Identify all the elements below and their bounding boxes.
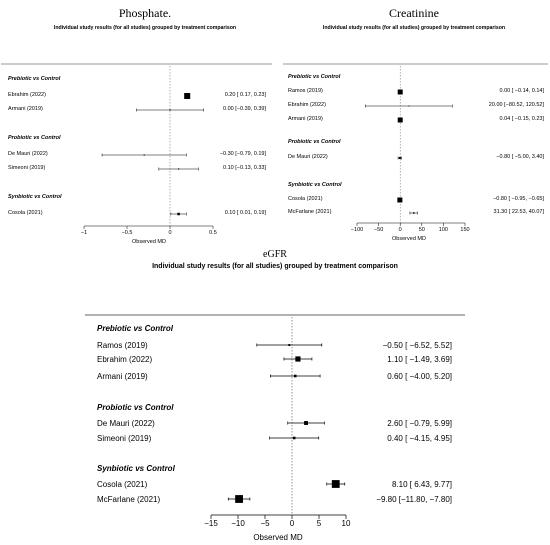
egfr-point-estimate <box>288 344 290 346</box>
creatinine-panel <box>283 6 548 242</box>
egfr-point-estimate <box>293 437 296 440</box>
egfr-subtitle: Individual study results (for all studies) grouped by treatment comparison <box>152 263 398 270</box>
egfr-x-tick-label: 10 <box>341 519 351 528</box>
egfr-point-estimate <box>332 480 340 488</box>
phosphate-point-estimate <box>184 93 190 99</box>
creatinine-ci-text: 0.04 [ −0.15, 0.23] <box>499 116 544 122</box>
egfr-study-label: De Mauri (2022) <box>97 419 155 428</box>
egfr-point-estimate <box>304 421 308 425</box>
phosphate-title: Phosphate. <box>118 6 172 20</box>
phosphate-point-estimate <box>177 213 180 216</box>
creatinine-x-tick-label: −100 <box>350 227 364 233</box>
egfr-study-label: Ebrahim (2022) <box>97 355 153 364</box>
creatinine-x-tick-label: 0 <box>398 227 402 233</box>
phosphate-study-label: Armani (2019) <box>8 106 43 112</box>
egfr-study-label: Ramos (2019) <box>97 341 148 350</box>
creatinine-ci-text: −0.80 [ −0.95, −0.65] <box>493 196 544 202</box>
creatinine-xlabel: Observed MD <box>392 236 426 242</box>
phosphate-group-label: Synbiotic vs Control <box>8 194 62 200</box>
phosphate-x-tick-label: −0.5 <box>121 230 133 236</box>
creatinine-point-estimate <box>397 198 402 203</box>
creatinine-group-label: Probiotic vs Control <box>288 139 341 145</box>
creatinine-ci-text: 20.00 [−80.52, 120.52] <box>488 102 544 108</box>
creatinine-ci-text: 31.30 [ 22.53, 40.07] <box>493 209 544 215</box>
egfr-study-label: Cosola (2021) <box>97 480 148 489</box>
phosphate-x-tick-label: 0.5 <box>209 230 217 236</box>
egfr-x-tick-label: −10 <box>231 519 245 528</box>
egfr-ci-text: 2.60 [ −0.79, 5.99] <box>387 419 452 428</box>
egfr-ci-text: −9.80 [−11.80, −7.80] <box>376 495 452 504</box>
egfr-x-tick-label: 0 <box>289 519 295 528</box>
phosphate-ci-text: −0.30 [−0.79, 0.19] <box>219 151 266 157</box>
phosphate-panel <box>1 6 272 245</box>
egfr-study-label: Armani (2019) <box>97 372 148 381</box>
egfr-ci-text: 0.40 [ −4.15, 4.95] <box>387 434 452 443</box>
creatinine-point-estimate <box>398 118 403 123</box>
creatinine-ci-text: −0.80 [ −5.00, 3.40] <box>496 154 544 160</box>
creatinine-study-label: Cosola (2021) <box>288 196 323 202</box>
egfr-ci-text: 1.10 [ −1.49, 3.69] <box>387 355 452 364</box>
egfr-x-tick-label: 5 <box>316 519 322 528</box>
creatinine-point-estimate <box>398 90 403 95</box>
egfr-point-estimate <box>235 495 243 503</box>
creatinine-point-estimate <box>408 106 409 107</box>
phosphate-ci-text: 0.20 [ 0.17, 0.23] <box>224 92 266 98</box>
phosphate-group-label: Prebiotic vs Control <box>8 76 61 82</box>
egfr-study-label: Simeoni (2019) <box>97 434 152 443</box>
creatinine-subtitle: Individual study results (for all studies) grouped by treatment comparison <box>322 25 506 31</box>
egfr-title: eGFR <box>263 249 287 260</box>
egfr-group-label: Probiotic vs Control <box>97 403 174 412</box>
egfr-point-estimate <box>294 375 297 378</box>
egfr-group-label: Synbiotic vs Control <box>97 464 175 473</box>
creatinine-x-tick-label: −50 <box>373 227 384 233</box>
creatinine-point-estimate <box>413 212 415 214</box>
phosphate-subtitle: Individual study results (for all studies) grouped by treatment comparison <box>53 25 237 31</box>
creatinine-study-label: McFarlane (2021) <box>288 209 332 215</box>
phosphate-point-estimate <box>144 154 145 155</box>
creatinine-x-tick-label: 100 <box>438 227 448 233</box>
creatinine-study-label: Ebrahim (2022) <box>288 102 326 108</box>
egfr-panel <box>85 249 465 542</box>
egfr-ci-text: −0.50 [ −6.52, 5.52] <box>382 341 452 350</box>
phosphate-study-label: Cosola (2021) <box>8 210 43 216</box>
chart-marks <box>81 66 470 528</box>
phosphate-point-estimate <box>169 109 170 110</box>
creatinine-group-label: Prebiotic vs Control <box>288 74 341 80</box>
egfr-ci-text: 8.10 [ 6.43, 9.77] <box>391 480 452 489</box>
egfr-ci-text: 0.60 [ −4.00, 5.20] <box>387 372 452 381</box>
creatinine-study-label: De Mauri (2022) <box>288 154 328 160</box>
phosphate-group-label: Probiotic vs Control <box>8 135 61 141</box>
phosphate-study-label: De Mauri (2022) <box>8 151 48 157</box>
creatinine-group-label: Synbiotic vs Control <box>288 182 342 188</box>
phosphate-x-tick-label: −1 <box>80 230 88 236</box>
egfr-x-tick-label: −15 <box>204 519 218 528</box>
creatinine-point-estimate <box>399 157 401 159</box>
creatinine-x-tick-label: 50 <box>418 227 425 233</box>
phosphate-ci-text: 0.00 [−0.39, 0.39] <box>223 106 266 112</box>
creatinine-ci-text: 0.00 [ −0.14, 0.14] <box>499 88 544 94</box>
creatinine-study-label: Armani (2019) <box>288 116 323 122</box>
egfr-xlabel: Observed MD <box>253 533 303 542</box>
egfr-group-label: Prebiotic vs Control <box>97 324 174 333</box>
creatinine-title: Creatinine <box>389 6 439 20</box>
egfr-x-tick-label: −5 <box>260 519 270 528</box>
phosphate-point-estimate <box>178 168 179 169</box>
phosphate-xlabel: Observed MD <box>132 239 166 245</box>
egfr-study-label: McFarlane (2021) <box>97 495 161 504</box>
creatinine-study-label: Ramos (2019) <box>288 88 323 94</box>
phosphate-study-label: Ebrahim (2022) <box>8 92 46 98</box>
phosphate-x-tick-label: 0 <box>168 230 172 236</box>
creatinine-x-tick-label: 150 <box>460 227 470 233</box>
phosphate-ci-text: 0.10 [−0.13, 0.33] <box>223 165 266 171</box>
phosphate-study-label: Simeoni (2019) <box>8 165 46 171</box>
phosphate-ci-text: 0.10 [ 0.01, 0.19] <box>224 210 266 216</box>
egfr-point-estimate <box>295 356 300 361</box>
